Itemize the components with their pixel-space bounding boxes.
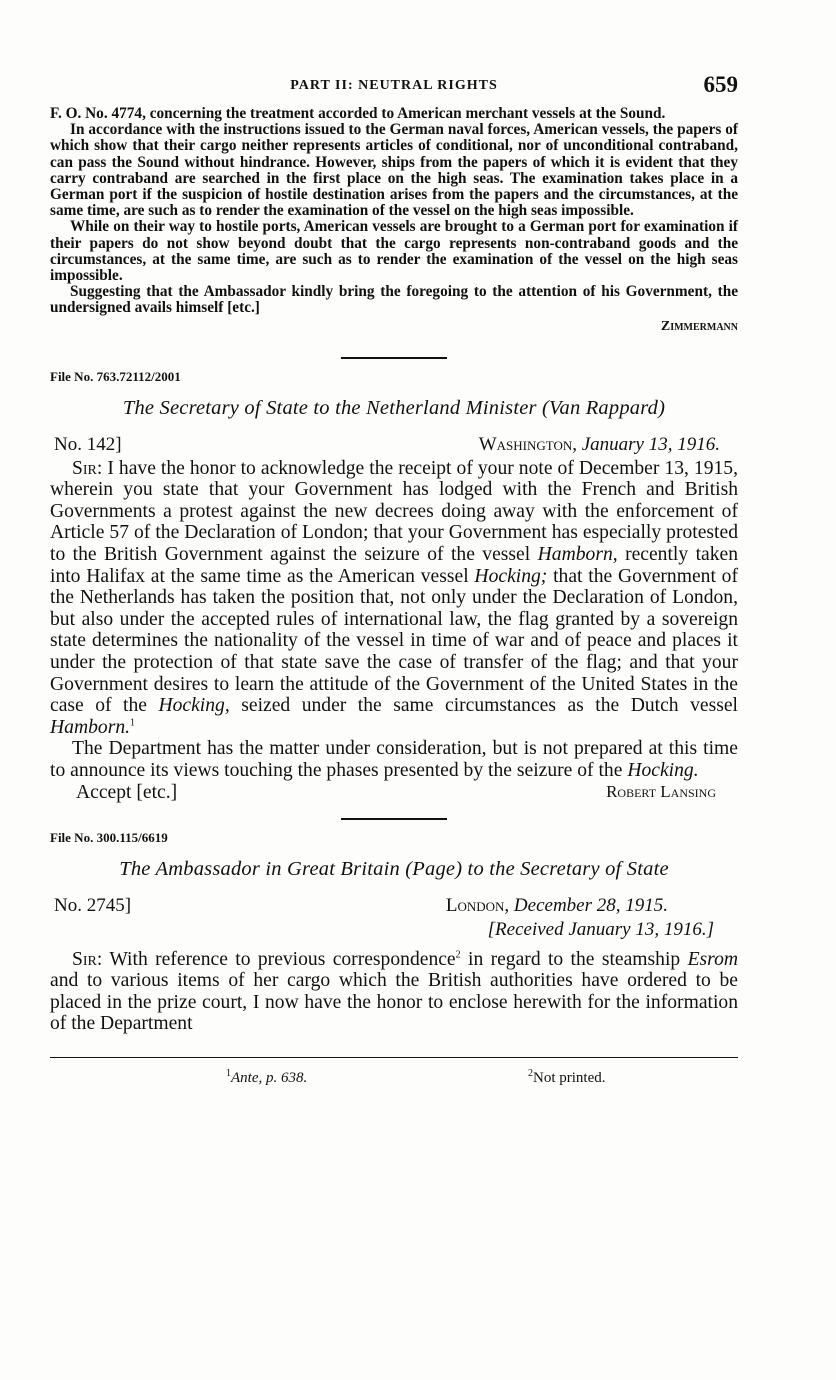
letter-paragraph: Sir: I have the honor to acknowledge the receipt of your note of December 13, 1915, wherein you state that your Government has lodged with the French and British Governments a protest against the new decrees doing away with the enforcement of Article 57 of the Declaration of London; that your Government has especially protested to the British Government against the seizure of the vessel Hamborn, recently taken into Halifax at the same time as the American vessel Hocking; that the Government of the Netherlands has taken the position that, not only under the Declaration of London, but also under the accepted rules of international law, the flag granted by a sovereign state determines the nationality of the vessel in time of war and of peace and places it under the protection of that state save the case of transfer of the flag; and that your Government desires to learn the attitude of the Government of the United States in the case of the Hocking, seized under the same circumstances as the Dutch vessel Hamborn.$^1$	[50, 457, 739, 738]
footnote-1: $^1$Ante, p. 638.	[226, 1067, 308, 1086]
note-paragraph: F. O. No. 4774, concerning the treatment accorded to American merchant vessels at the Sound.	[50, 105, 666, 122]
letter-number: No. 2745]	[54, 894, 132, 916]
received-date: [Received January 13, 1916.]	[487, 918, 714, 940]
footnote-rule	[50, 1057, 738, 1058]
section-divider	[341, 357, 447, 359]
section-divider	[341, 818, 447, 820]
document-page	[50, 72, 738, 1090]
note-paragraph: Suggesting that the Ambassador kindly bring the foregoing to the attention of his Government, the undersigned avails himself [etc.]	[50, 283, 738, 317]
file-number: File No. 763.72112/2001	[50, 368, 181, 384]
note-paragraph: While on their way to hostile ports, American vessels are brought to a German port for examination if their papers do not show beyond doubt that the cargo represents non-contraband goods and the circumstances, at the same time, are such as to render the examination of the vessel on the high seas impossible.	[50, 218, 738, 285]
page-number: 659	[703, 72, 738, 97]
letter-dateline	[50, 895, 738, 919]
footnote-2: $^2$Not printed.	[528, 1067, 606, 1086]
running-head: PART II: NEUTRAL RIGHTS	[290, 78, 498, 93]
note-signature: Zimmermann	[660, 318, 738, 334]
letter-paragraph: Sir: With reference to previous correspondence$^2$ in regard to the steamship Esrom and to various items of her cargo which the British authorities have ordered to be placed in the prize court, I now have the honor to enclose herewith for the information of the Department	[50, 948, 739, 1035]
closing-text: Accept [etc.]	[76, 781, 178, 803]
salutation: Sir:	[72, 948, 103, 970]
letter-paragraph: The Department has the matter under consideration, but is not prepared at this time to announce its views touching the phases presented by the seizure of the Hocking.	[50, 738, 738, 781]
footnote-ref: 1	[130, 717, 136, 729]
footnotes	[50, 1067, 738, 1090]
letter-body	[50, 458, 738, 782]
letter-place-date: Washington, January 13, 1916.	[478, 433, 720, 455]
letter-number: No. 142]	[54, 433, 122, 455]
letter-signer: Robert Lansing	[606, 781, 716, 801]
page-header	[50, 72, 738, 106]
letter-dateline	[50, 434, 738, 458]
salutation: Sir:	[72, 457, 103, 479]
letter-body	[50, 949, 738, 1035]
footnote-ref: 2	[455, 949, 461, 961]
letter-closing	[50, 782, 738, 806]
letter-title: The Ambassador in Great Britain (Page) to the Secretary of State	[119, 857, 669, 880]
file-number: File No. 300.115/6619	[50, 829, 168, 845]
letter-place-date: London, December 28, 1915.	[445, 894, 668, 916]
letter-title: The Secretary of State to the Netherland Minister (Van Rappard)	[122, 396, 666, 419]
note-paragraph: In accordance with the instructions issued to the German naval forces, American vessels, the papers of which show that their cargo neither represents articles of conditional, nor of unconditional contraband, can pass the Sound without hindrance. However, ships from the papers of which it is evident that they carry contraband are searched in the first place on the high seas. The examination takes place in a German port if the suspicion of hostile destination arises from the papers and the circumstances, at the same time, are such as to render the examination of the vessel on the high seas impossible.	[50, 121, 738, 220]
zimmermann-note	[50, 106, 738, 335]
